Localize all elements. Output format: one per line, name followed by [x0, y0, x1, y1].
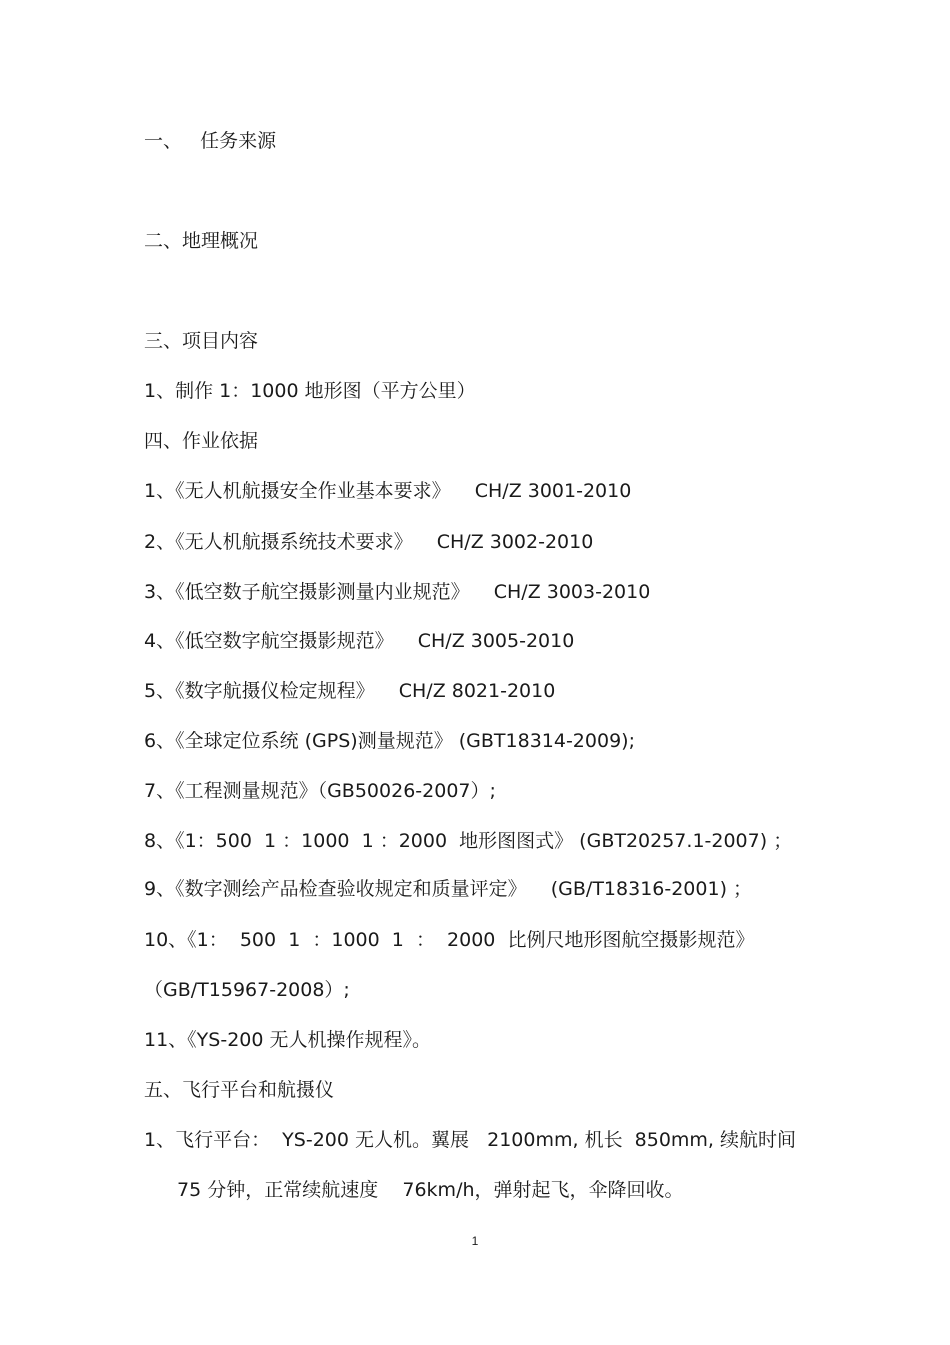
list-item-continuation: （GB/T15967-2008）;: [144, 979, 350, 1001]
list-item: 3、《低空数子航空摄影测量内业规范》 CH/Z 3003-2010: [144, 581, 651, 603]
list-item: 7、《工程测量规范》（GB50026-2007）;: [144, 780, 496, 802]
page-number: 1: [471, 1234, 479, 1248]
list-item: 8、《1：500 1 ：1000 1 ：2000 地形图图式》 (GBT20257.1-2007) ；: [144, 830, 793, 852]
list-item-continuation: 75 分钟，正常续航速度 76km/h，弹射起飞，伞降回收。: [177, 1179, 684, 1201]
list-item: 11、《YS-200 无人机操作规程》。: [144, 1029, 432, 1051]
list-item: 2、《无人机航摄系统技术要求》 CH/Z 3002-2010: [144, 531, 594, 553]
list-item: 9、《数字测绘产品检查验收规定和质量评定》 (GB/T18316-2001) ；: [144, 878, 753, 900]
list-item: 5、《数字航摄仪检定规程》 CH/Z 8021-2010: [144, 680, 556, 702]
list-item: 10、《1： 500 1 ：1000 1 ： 2000 比例尺地形图航空摄影规范》: [144, 929, 755, 951]
section-heading-geography: 二、地理概况: [144, 230, 259, 252]
list-item: 1、飞行平台： YS-200 无人机。翼展 2100mm, 机长 850mm, 续航时间: [144, 1129, 797, 1151]
list-item: 1、《无人机航摄安全作业基本要求》 CH/Z 3001-2010: [144, 480, 632, 502]
list-item: 6、《全球定位系统 (GPS)测量规范》 (GBT18314-2009);: [144, 730, 635, 752]
list-item: 1、制作 1：1000 地形图（平方公里）: [144, 380, 476, 402]
list-item: 4、《低空数字航空摄影规范》 CH/Z 3005-2010: [144, 630, 575, 652]
section-heading-project-content: 三、项目内容: [144, 330, 259, 352]
section-heading-flight-platform: 五、飞行平台和航摄仪: [144, 1079, 335, 1101]
section-heading-work-basis: 四、作业依据: [144, 430, 259, 452]
section-heading-task-source: 一、 任务来源: [144, 130, 277, 152]
